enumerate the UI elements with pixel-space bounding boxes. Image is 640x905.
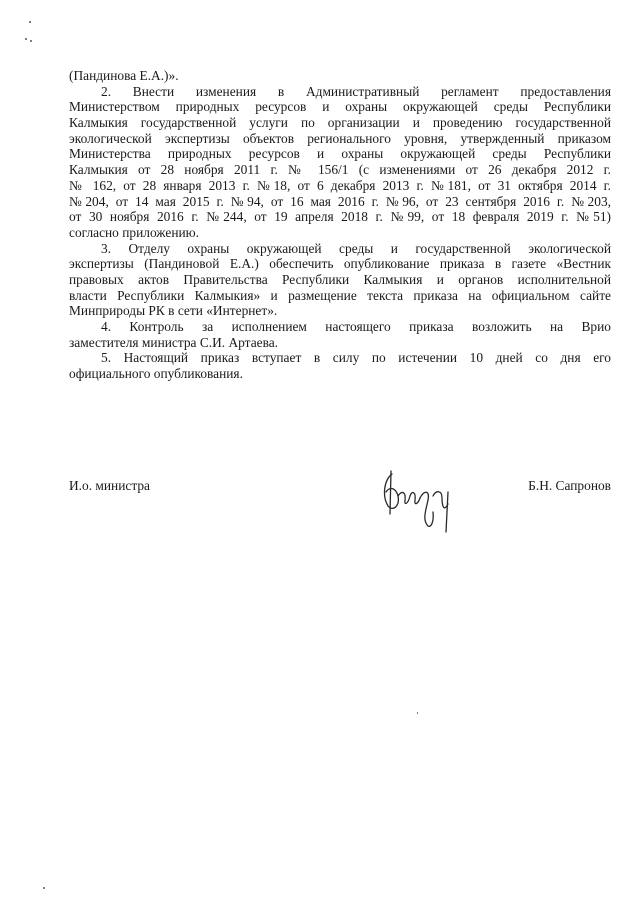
paragraph-3-line: власти Республики Калмыкия» и размещение текста приказа на официальном сайте [69, 287, 611, 303]
paragraph-5-line: официального опубликования. [69, 366, 243, 382]
scan-speck [29, 21, 31, 23]
signatory-title: И.о. министра [69, 478, 150, 493]
paragraph-4-line: 4. Контроль за исполнением настоящего приказа возложить на Врио [101, 319, 611, 334]
text-line: (Пандинова Е.А.)». [69, 68, 179, 83]
order-body-text [69, 68, 611, 382]
paragraph-3-line: экспертизы (Пандиновой Е.А.) обеспечить опубликование приказа в газете «Вестник [69, 256, 611, 272]
paragraph-2-line: 2. Внести изменения в Административный регламент предоставления [101, 83, 611, 99]
scan-speck [43, 887, 45, 889]
paragraph-3-line: Минприроды РК в сети «Интернет». [69, 303, 278, 319]
scan-speck [417, 712, 418, 714]
handwritten-signature [378, 466, 458, 536]
scan-speck [25, 38, 27, 40]
paragraph-2-line: экологической экспертизы объектов регионального уровня, утвержденный приказом [69, 130, 611, 146]
paragraph-2-line: Министерством природных ресурсов и охраны окружающей среды Республики [69, 99, 611, 115]
paragraph-2-line: Калмыкия государственной услуги по организации и проведению государственной [69, 115, 611, 131]
signature-row [69, 478, 611, 498]
paragraph-2-line: № 162, от 28 января 2013 г. №18, от 6 декабря 2013 г. №181, от 31 октября 2014 г. [69, 177, 611, 193]
paragraph-3-line: 3. Отделу охраны окружающей среды и государственной экологической [101, 240, 611, 256]
scan-speck [30, 40, 32, 42]
paragraph-4-line: заместителя министра С.И. Артаева. [69, 334, 279, 350]
paragraph-2-line: №204, от 14 мая 2015 г. №94, от 16 мая 2016 г. №96, от 23 сентября 2016 г. №203, [69, 193, 611, 209]
signatory-name: Б.Н. Сапронов [528, 478, 611, 493]
paragraph-2-line: согласно приложению. [69, 224, 200, 240]
paragraph-5-line: 5. Настоящий приказ вступает в силу по истечении 10 дней со дня его [101, 350, 611, 366]
paragraph-2-line: Калмыкия от 28 ноября 2011 г. № 156/1 (с изменениями от 26 декабря 2012 г. [69, 162, 611, 178]
paragraph-3-line: правовых актов Правительства Республики Калмыкия и органов исполнительной [69, 271, 611, 287]
paragraph-2-line: от 30 ноября 2016 г. №244, от 19 апреля 2018 г. №99, от 18 февраля 2019 г. №51) [69, 209, 611, 225]
paragraph-2-line: Министерства природных ресурсов и охраны окружающей среды Республики [69, 146, 611, 162]
